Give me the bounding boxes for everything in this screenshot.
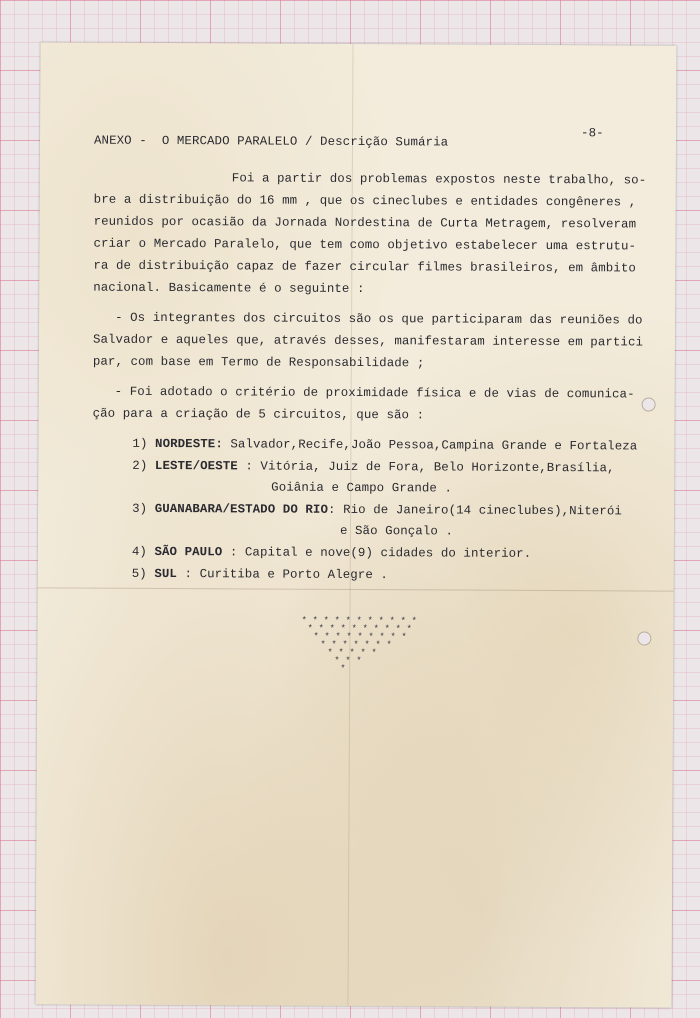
- svg-text:* * * * * * * * * *: * * * * * * * * * *: [307, 623, 413, 635]
- paragraph1-line6: nacional. Basicamente é o seguinte :: [93, 280, 365, 297]
- circuit-item-4: [132, 545, 531, 561]
- punch-hole-bottom: [637, 631, 651, 645]
- fold-crease-horizontal: [38, 587, 674, 591]
- circuit-number: 1): [132, 436, 148, 451]
- paragraph2-line2: Salvador e aqueles que, através desses, manifestaram interesse em partici: [92, 332, 644, 350]
- circuit-region: SUL: [154, 566, 178, 582]
- paragraph1-line2: bre a distribuição do 16 mm , que os cineclubes e entidades congêneres ,: [93, 192, 637, 210]
- circuit-number: 3): [132, 501, 148, 516]
- circuit-number: 4): [131, 544, 147, 559]
- paragraph1-line5: ra de distribuição capaz de fazer circular filmes brasileiros, em âmbito: [93, 258, 636, 276]
- circuit-item-5: [132, 567, 388, 582]
- circuit-item-3: [132, 502, 622, 519]
- page-number: -8-: [581, 126, 604, 141]
- circuit-region: LESTE/OESTE: [154, 458, 238, 474]
- svg-text:* * * * * * *: * * * * * * *: [320, 639, 392, 651]
- paragraph1-line1: Foi a partir dos problemas expostos neste trabalho, so-: [231, 171, 647, 188]
- paragraph1-line4: criar o Mercado Paralelo, que tem como objetivo estabelecer uma estrutu-: [93, 236, 637, 254]
- svg-text:* * * * *: * * * * *: [327, 647, 377, 659]
- paragraph2-line3: par, com base em Termo de Responsabilidade ;: [92, 354, 425, 371]
- asterisk-triangle-ornament: [299, 614, 418, 674]
- circuit-cities: : Curitiba e Porto Alegre .: [176, 567, 389, 583]
- paragraph2-line1: - Os integrantes dos circuitos são os que participaram das reuniões do: [115, 310, 643, 328]
- circuit-number: 5): [131, 566, 147, 581]
- document-page: [35, 42, 676, 1007]
- svg-text:* * * * * * * * *: * * * * * * * * *: [313, 631, 407, 643]
- circuit-number: 2): [132, 458, 148, 473]
- paragraph3-line2: ção para a criação de 5 circuitos, que são :: [92, 406, 425, 423]
- annex-title: ANEXO - O MERCADO PARALELO / Descrição Sumária: [93, 133, 449, 150]
- circuit-region: SÃO PAULO: [154, 544, 223, 560]
- punch-hole-top: [642, 397, 656, 411]
- circuit-item-2-continuation: Goiânia e Campo Grande .: [271, 480, 453, 496]
- circuit-item-3-continuation: e São Gonçalo .: [339, 523, 454, 539]
- paragraph3-line1: - Foi adotado o critério de proximidade física e de vias de comunica-: [114, 384, 635, 402]
- circuit-cities: : Capital e nove(9) cidades do interior.: [222, 545, 532, 561]
- circuit-region: NORDESTE:: [155, 436, 223, 452]
- circuit-cities: : Rio de Janeiro(14 cineclubes),Niterói: [327, 502, 622, 519]
- svg-text:*: *: [340, 663, 346, 674]
- circuit-cities: : Vitória, Juiz de Fora, Belo Horizonte,Brasília,: [237, 459, 615, 476]
- circuit-item-2: [132, 459, 614, 476]
- paragraph1-line3: reunidos por ocasião da Jornada Nordestina de Curta Metragem, resolveram: [93, 214, 637, 232]
- svg-text:* * * * * * * * * * *: * * * * * * * * * * *: [301, 615, 418, 627]
- circuit-cities: Salvador,Recife,João Pessoa,Campina Grande e Fortaleza: [222, 437, 638, 454]
- circuit-item-1: [132, 437, 637, 454]
- circuit-region: GUANABARA/ESTADO DO RIO: [154, 501, 329, 517]
- svg-text:* * *: * * *: [334, 655, 362, 667]
